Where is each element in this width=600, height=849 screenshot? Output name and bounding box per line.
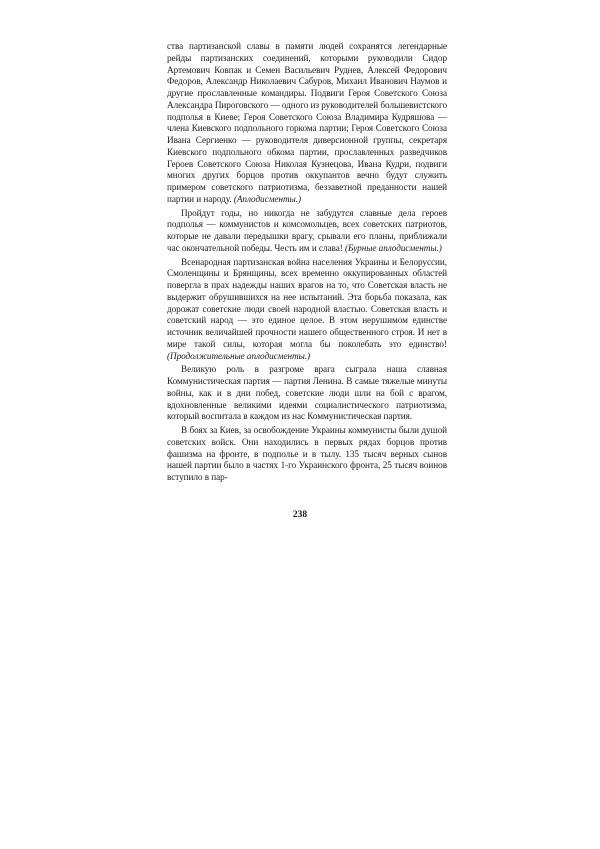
paragraph-1: ства партизанской славы в памяти людей сохранятся легендарные рейды партизанских соединений, которыми руководили Сидор Артемович Ковпак и Семен Васильевич Руднев, Алексей Федорович Федоров, Александр Николаевич Сабуров, Михаил Иванович Наумов и другие прославленные командиры. Подвиги Героя Советского Союза Александра Пироговского — одного из руководителей большевистского подполья в Киеве; Героя Советского Союза Владимира Кудряшова — члена Киевского подпольного горкома партии; Героя Советского Союза Ивана Сергиенко — руководителя диверсионной группы, секретаря Киевского подпольного обкома партии, прославленных разведчиков Героев Советского Союза Николая Кузнецова, Ивана Кудри, подвиги многих других борцов против оккупантов вечно будут служить примером советского патриотизма, беззаветной преданности нашей партии и народу. (Аплодисменты.) bbox=[167, 41, 447, 204]
applause-note: (Бурные аплодисменты.) bbox=[344, 242, 442, 253]
body-text bbox=[167, 41, 447, 485]
paragraph-2: Пройдут годы, но никогда не забудутся славные дела героев подполья — коммунистов и комсомольцев, всех советских патриотов, которые не давали передышки врагу, срывали его планы, приближали час окончательной победы. Честь им и слава! (Бурные аплодисменты.) bbox=[167, 207, 447, 253]
paragraph-3: Всенародная партизанская война населения Украины и Белоруссии, Смоленщины и Брянщины, всех временно оккупированных областей повергла в прах надежды наших врагов на то, что Советская власть не выдержит обрушившихся на нее испытаний. Эта борьба показала, как дорожат советские люди своей народной властью. Советская власть и советский народ — это единое целое. В этом нерушимом единстве источник величайшей прочности нашего общественного строя. И нет в мире такой силы, которая могла бы поколебать это единство! (Продолжительные аплодисменты.) bbox=[167, 256, 447, 361]
applause-note: (Продолжительные аплодисменты.) bbox=[167, 350, 311, 361]
page-number: 238 bbox=[292, 510, 308, 520]
paragraph-4: Великую роль в разгроме врага сыграла наша славная Коммунистическая партия — партия Ленина. В самые тяжелые минуты войны, как и в дни побед, советские люди шли на бой с врагом, вдохновленные великими идеями социалистического патриотизма, который воспитала в каждом из нас Коммунистическая партия. bbox=[167, 364, 447, 422]
applause-note: (Аплодисменты.) bbox=[233, 193, 301, 204]
paragraph-5: В боях за Киев, за освобождение Украины коммунисты были душой советских войск. Они находились в первых рядах борцов против фашизма на фронте, в подполье и в тылу. 135 тысяч верных сынов нашей партии было в частях 1-го Украинского фронта, 25 тысяч воинов вступило в пар- bbox=[167, 425, 447, 482]
